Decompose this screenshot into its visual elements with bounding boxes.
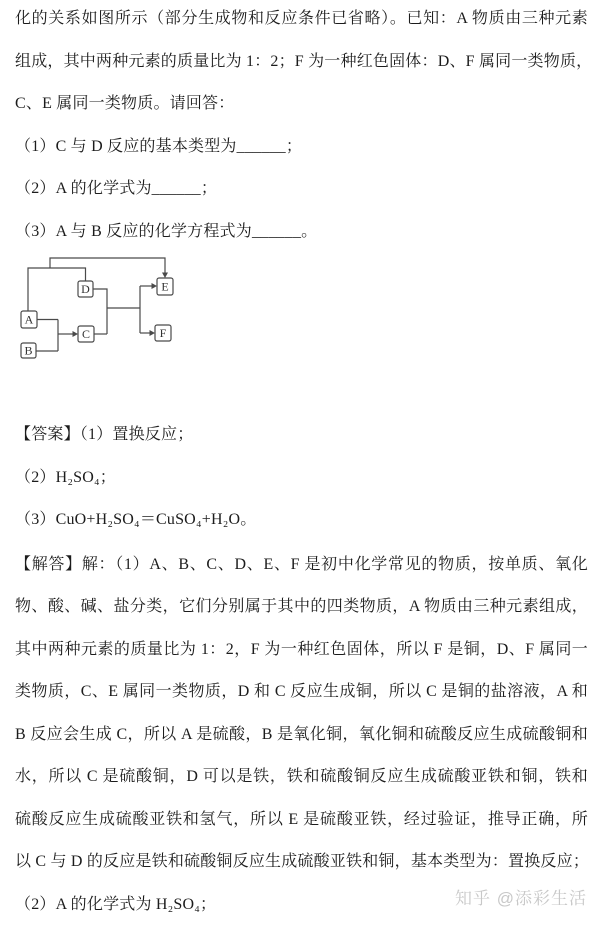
- intro-line-1: 化的关系如图所示（部分生成物和反应条件已省略）。已知：A 物质由三种元素: [15, 0, 588, 41]
- answer-line-1: 【答案】（1）置换反应；: [15, 414, 588, 457]
- zhihu-watermark: 知乎 @添彩生活: [455, 884, 587, 909]
- explanation-line-1: 【解答】解：（1）A、B、C、D、E、F 是初中化学常见的物质，按单质、氧化: [15, 544, 588, 587]
- intro-line-2: 组成，其中两种元素的质量比为 1：2；F 为一种红色固体：D、F 属同一类物质，: [15, 41, 588, 84]
- gap-before-answer: [15, 368, 588, 414]
- diagram-node-b: B: [24, 344, 32, 358]
- answer-line-2: （2）H₂SO₄；: [15, 457, 588, 500]
- arrowhead-into-e-left: [152, 283, 158, 289]
- arrowhead-into-e-top: [162, 273, 168, 279]
- question-2: （2）A 的化学式为______；: [15, 168, 588, 211]
- connector-a-d: [28, 268, 86, 311]
- document-body: [15, 0, 588, 926]
- diagram-node-a: A: [25, 313, 34, 327]
- arrowhead-into-c: [73, 331, 79, 337]
- relationship-diagram: [15, 253, 588, 368]
- question-3: （3）A 与 B 反应的化学方程式为______。: [15, 211, 588, 254]
- diagram-node-c: C: [82, 327, 90, 341]
- relationship-diagram-svg: [15, 253, 185, 368]
- arrowhead-into-f: [150, 330, 156, 336]
- explanation-line-8: 以 C 与 D 的反应是铁和硫酸铜反应生成硫酸亚铁和铜，基本类型为：置换反应；: [15, 841, 588, 884]
- explanation-line-9: （2）A 的化学式为 H₂SO₄；: [15, 884, 588, 926]
- explanation-line-3: 其中两种元素的质量比为 1：2，F 为一种红色固体，所以 F 是铜，D、F 属同一: [15, 629, 588, 672]
- explanation-line-6: 水，所以 C 是硫酸铜，D 可以是铁，铁和硫酸铜反应生成硫酸亚铁和铜，铁和: [15, 756, 588, 799]
- explanation-line-2: 物、酸、碱、盐分类，它们分别属于其中的四类物质，A 物质由三种元素组成，: [15, 586, 588, 629]
- diagram-node-e: E: [161, 280, 168, 294]
- explanation-line-4: 类物质，C、E 属同一类物质，D 和 C 反应生成铜，所以 C 是铜的盐溶液，A 和: [15, 671, 588, 714]
- intro-line-3: C、E 属同一类物质。请回答：: [15, 83, 588, 126]
- connector-d-right: [93, 289, 107, 334]
- answer-line-3: （3）CuO+H₂SO₄＝CuSO₄+H₂O。: [15, 499, 588, 542]
- connector-to-e-top: [50, 258, 165, 274]
- explanation-line-5: B 反应会生成 C，所以 A 是硫酸，B 是氧化铜，氧化铜和硫酸反应生成硫酸铜和: [15, 714, 588, 757]
- question-1: （1）C 与 D 反应的基本类型为______；: [15, 126, 588, 169]
- explanation-line-7: 硫酸反应生成硫酸亚铁和氢气，所以 E 是硫酸亚铁，经过验证，推导正确，所: [15, 799, 588, 842]
- diagram-node-d: D: [81, 282, 90, 296]
- diagram-node-f: F: [160, 326, 167, 340]
